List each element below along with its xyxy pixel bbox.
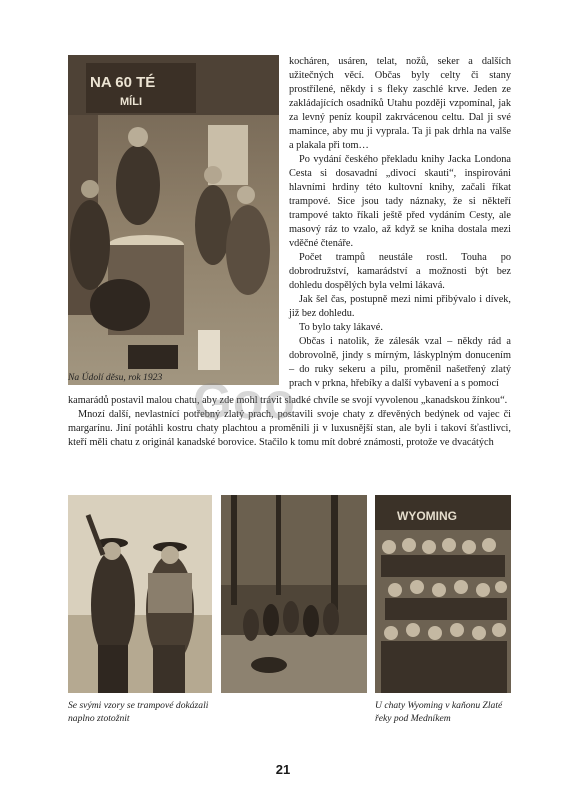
paragraph: Počet trampů neustále rostl. Touha po dobrodružství, kamarádství a možnosti být bez dohledu dospělých byla velmi lákavá. xyxy=(289,252,511,291)
paragraph: Mnozí další, nevlastnící potřebný zlatý prach, postavili svoje chaty z dřevěných bedýnek od vajec či margarínu. Jiní potáhli kostru chaty plachtou a proměnili ji v luxusnější stan, ale byli i takoví šťastlivci, kteří měli chatu z originál kanadské borovice. Stačilo k tomu mít dobré známosti, protože ve dvacátých xyxy=(68,409,511,448)
watermark: Goo xyxy=(193,373,296,429)
caption-bottom-right-photo: U chaty Wyoming v kaňonu Zlaté řeky pod Medníkem xyxy=(375,700,503,724)
photo-chata-wyoming xyxy=(375,495,511,693)
paragraph: kocháren, usáren, telat, nožů, seker a dalších užitečných věcí. Občas byly celty či stany prostřílené, někdy i s fleky zaschlé krve. Jeden ze zakládajících osadníků Utahu později vzpomínal, jak za levný peníz koupil zakrvácenou celtu. Dal ji své mamince, aby mu ji vyprala. Ta ji pak drhla na valše a plakala při tom… xyxy=(289,56,511,151)
paragraph: Občas i natolik, že zálesák vzal – někdy rád a dobrovolně, jindy s mírným, láskyplným donucením – do ruky sekeru a pilu, proměnil našetřený zlatý prach v prkna, hřebíky a další vybavení a s pomocí xyxy=(289,336,511,389)
sign-text-line2: MÍLI xyxy=(120,96,142,108)
photo-image xyxy=(221,495,367,693)
photo-trampove-vzory xyxy=(68,495,212,693)
photo-image xyxy=(375,495,511,693)
photo-image xyxy=(68,495,212,693)
paragraph: Jak šel čas, postupně mezi nimi přibývalo i dívek, již bez dohledu. xyxy=(289,294,511,319)
paragraph: kamarádů postavil malou chatu, aby zde mohl trávit sladké chvíle se svojí vyvolenou „kanadskou žínkou“. xyxy=(68,395,508,406)
paragraph: Po vydání českého překladu knihy Jacka Londona Cesta si dosavadní „divocí skauti“, inspirováni hlavními hrdiny této kultovní knihy, začali říkat trampové. Sice jsou tady náznaky, že si někteří trampové takto říkali ještě před vydáním Cesty, ale masový ráz to vzalo, až když se kniha dostala mezi vděčné čtenáře. xyxy=(289,154,511,249)
photo-image xyxy=(68,55,279,385)
page-number: 21 xyxy=(275,762,291,777)
photo-forest-camp xyxy=(221,495,367,693)
sign-text-wyoming: WYOMING xyxy=(397,509,457,523)
caption-top-photo: Na Údolí děsu, rok 1923 xyxy=(68,372,163,383)
sign-text-line1: NA 60 TÉ xyxy=(90,74,156,91)
photo-na-udoli-desu xyxy=(68,55,279,385)
caption-bottom-left-photo: Se svými vzory se trampové dokázali naplno ztotožnit xyxy=(68,700,209,724)
paragraph: To bylo taky lákavé. xyxy=(299,322,383,333)
body-text-column xyxy=(289,55,511,391)
